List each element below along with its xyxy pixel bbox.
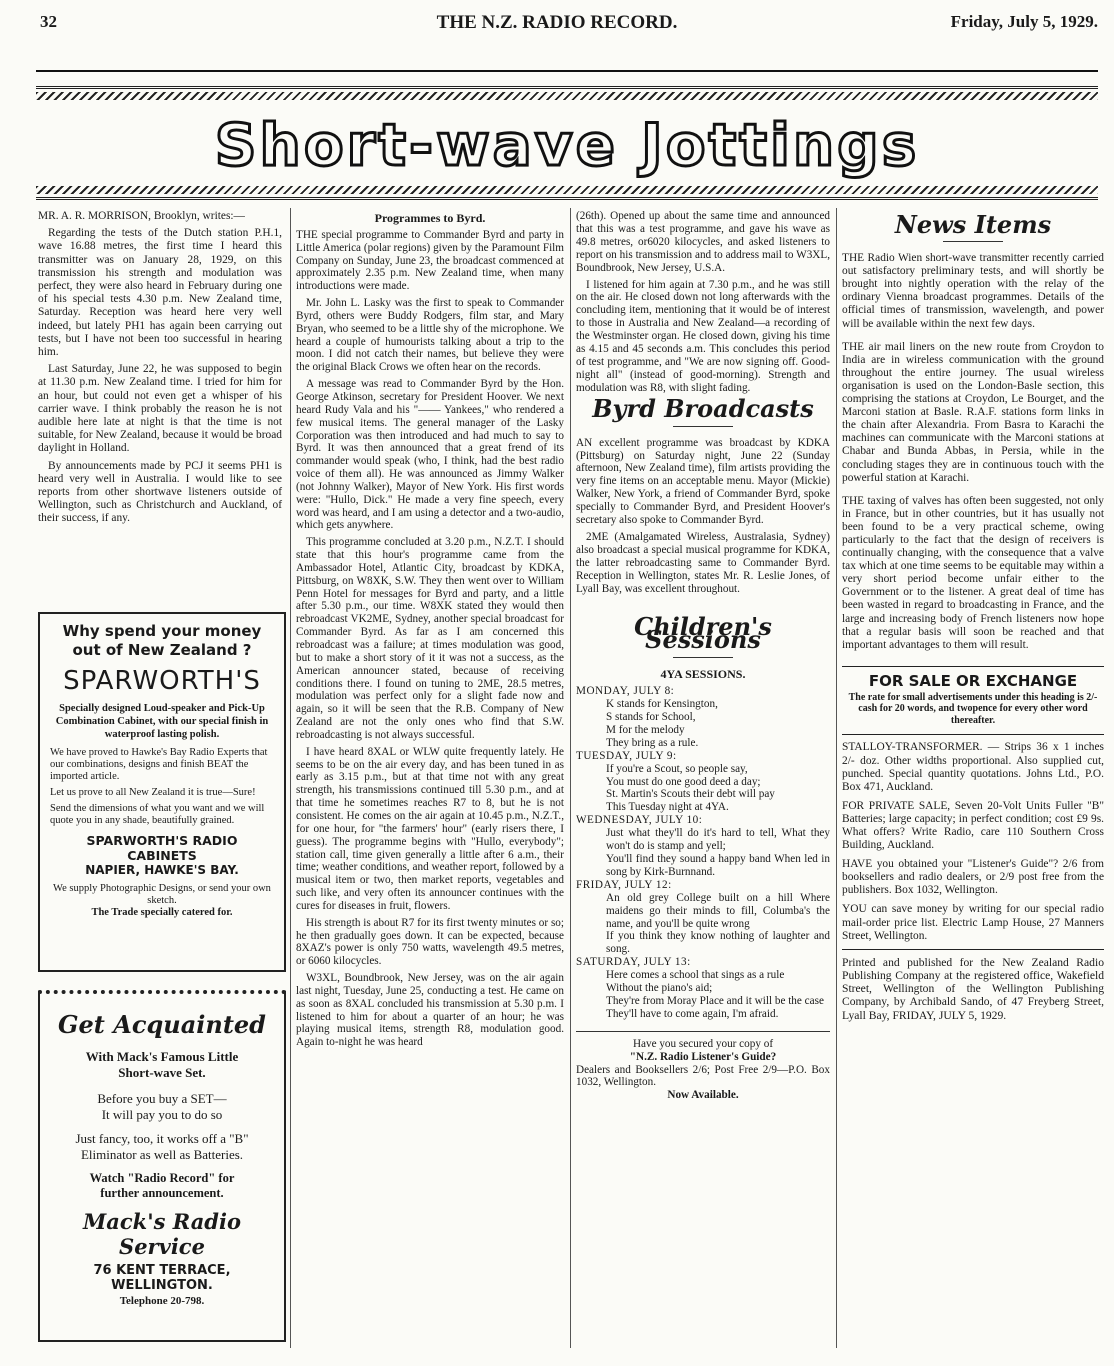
ad-text: further announcement. — [100, 1186, 224, 1200]
article-paragraph: Mr. John L. Lasky was the first to speak to Commander Byrd, others were Buddy Rodgers, film star, and Mary Bryan, who seemed to be a little shy of the microphone. We heard a couple of humourists talking about a trip to the moon. I did not catch their names, but believe they were the original Black Crows we often hear on the records. — [296, 297, 564, 374]
ad-text: With Mack's Famous Little — [85, 1049, 239, 1064]
article-paragraph: THE air mail liners on the new route from Croydon to India are in wireless communication with the ground throughout the entire journey. The usual wireless organisation is used on the London-Basle section, this comprising the stations at Croydon, Le Bourget, and the Marconi station at Basle. R.A.F. stations form links in the chain after Alexandria. From Basra to Karachi the machines can communicate with the Marconi stations at Chabar and Bunda Abbas, in Persia, while in the concluding stages they are in continuous touch with the powerful station at Karachi. — [842, 340, 1104, 484]
column-divider — [290, 208, 291, 1348]
session-line: You must do one good deed a day; — [606, 775, 761, 788]
banner-border-top — [36, 92, 1098, 100]
classified-ad: YOU can save money by writing for our special radio mail-order price list. Electric Lamp House, 27 Manners Street, Wellington. — [842, 903, 1104, 942]
ad-brand: SPARWORTH'S — [63, 666, 261, 696]
session-line: Here comes a school that sings as a rule — [606, 969, 785, 982]
classified-ad: HAVE you obtained your "Listener's Guide"? 2/6 from booksellers and radio dealers, or 2/9 post free from the publishers. Box 1032, Wellington. — [842, 858, 1104, 897]
section-heading-news: News Items — [894, 210, 1052, 239]
guide-text: Dealers and Booksellers 2/6; Post Free 2/9—P.O. Box 1032, Wellington. — [576, 1063, 830, 1089]
session-line: S stands for School, — [606, 711, 696, 723]
section-rule — [673, 426, 733, 427]
session-line: An old grey College built on a hill Where maidens go their minds to fill, Columba's the name, and you'll be quite wrong — [606, 891, 830, 930]
session-line: You'll find they sound a happy band When led in song by Kirk-Burnnand. — [606, 852, 830, 878]
ad-address: 76 KENT TERRACE, — [93, 1263, 231, 1278]
session-day: FRIDAY, JULY 12: — [576, 878, 672, 891]
article-paragraph: Last Saturday, June 22, he was supposed to begin at 11.30 p.m. New Zealand time. I tried for him for an hour, but could not even get a whisper of his carrier wave. I think probably the reason he is not audible here late at night is that the time is not suitable, for New Zealand, because it would be broad daylight in Holland. — [38, 363, 282, 455]
article-paragraph: This programme concluded at 3.20 p.m., N.Z.T. I should state that this hour's programme came from the Ambassador Hotel, Atlantic City, broadcast by KDKA, Pittsburg, on W8XK, S.W. They then went over to William Penn Hotel for messages for Byrd and party, and a little after 5.30 p.m., our time. W8XK stated they would then rebroadcast VK2ME, Sydney, another special broadcast for Commander Byrd. As far as I am concerned this rebroadcast was a failure; at times modulation was good, but to make a short story of it it was not a success, as the American announcer stated, because of receiving conditions there. I found on tuning to 2ME, 28.5 metres, modulation was perfect only for a slight fade now and again, so it will be seen that the R.B. Company of New Zealand are not the only ones who find that S.W. rebroadcasting is not always successful. — [296, 536, 564, 741]
session-line: M for the melody — [606, 723, 685, 736]
article-paragraph: 2ME (Amalgamated Wireless, Australasia, Sydney) also broadcast a special musical programme for KDKA, the latter rebroadcasting same to Commander Byrd. Reception in Wellington, states Mr. R. Leslie Jones, of Lyall Bay, was excellent throughout. — [576, 530, 830, 595]
sparworth-advertisement — [38, 612, 286, 972]
ad-brand: Mack's Radio Service — [83, 1209, 241, 1259]
header-rule — [36, 70, 1098, 72]
ad-text: Short-wave Set. — [118, 1065, 206, 1080]
ad-headline: Why spend your money out of New Zealand ? — [62, 622, 262, 659]
guide-notice — [576, 1031, 830, 1103]
session-line: This Tuesday night at 4YA. — [606, 801, 729, 814]
session-day: TUESDAY, JULY 9: — [576, 749, 677, 762]
classified-heading: FOR SALE OR EXCHANGE — [842, 666, 1104, 688]
section-heading-children: Children's Sessions — [634, 612, 772, 655]
ad-text: The Trade specially catered for. — [91, 907, 233, 918]
issue-date: Friday, July 5, 1929. — [950, 12, 1098, 31]
ad-headline: Get Acquainted — [58, 1010, 266, 1039]
ad-address: WELLINGTON. — [111, 1278, 213, 1293]
ad-text: We supply Photographic Designs, or send your own sketch. — [53, 883, 271, 906]
column-1 — [38, 210, 282, 530]
ad-text: Just fancy, too, it works off a "B" Eliminator as well as Batteries. — [75, 1131, 249, 1162]
session-line: K stands for Kensington, — [606, 698, 718, 711]
section-rule — [943, 241, 1003, 242]
article-paragraph: A message was read to Commander Byrd by the Hon. George Atkinson, secretary for President Hoover. We next heard Rudy Vala and his "—— Yankees," who rendered a few musical items. The general manager of the Lasky Corporation was then introduced and had much to say to Byrd. It was then announced that a great frend of its commander would speak (who, I think, had the best radio voice of them all). He was announced as Jimmy Walker (not Johnny Walker), Mayor of New York. His first words were: "Hullo, Dick." He made a very fine speech, every word was heard, and I am using a detector and a two-audio, which gets anywhere. — [296, 378, 564, 532]
article-paragraph: THE Radio Wien short-wave transmitter recently carried out satisfactory preliminary tests, and will shortly be brought into nightly operation with the relay of the ordinary Vienna broadcast programmes. Details of the official times of transmission, wavelength, and power will be available within the next few days. — [842, 252, 1104, 330]
session-line: If you're a Scout, so people say, — [606, 762, 748, 775]
column-3 — [576, 210, 830, 1102]
ad-text: It will pay you to do so — [101, 1107, 223, 1122]
classified-ad: FOR PRIVATE SALE, Seven 20-Volt Units Fuller "B" Batteries; large capacity; in perfect condition; cost £9 9s. What offers? Write Radio, care 110 Southern Cross Building, Auckland. — [842, 799, 1104, 852]
ad-description: Specially designed Loud-speaker and Pick-Up Combination Cabinet, with our special finish in waterproof lasting polish. — [55, 703, 269, 740]
ad-text: Before you buy a SET— — [97, 1091, 227, 1106]
ad-address: NAPIER, HAWKE'S BAY. — [85, 863, 239, 877]
article-paragraph: THE taxing of valves has often been suggested, not only in France, but in other countries, but it has usually not been found to be a very practical scheme, owing particularly to the fact that the design of receivers is continually changing, with the consequence that a valve tax which at one time seems to be equitable may within a very short period become unfair either to the Government or to the listener. A great deal of time has been wasted in regard to broadcasting in France, and the large and increasing body of French listeners now hope that a regular basis will soon be reached and that important advantages to them will result. — [842, 494, 1104, 651]
article-paragraph: I have heard 8XAL or WLW quite frequently lately. He seems to be on the air every day, and has been tuned in as early as 3.15 p.m., but at that time not with any great strength, his transmissions continued till 5.30 p.m., and at that time he sometimes reaches R7 to 8, but he is not consistent. He comes on the air again at 10.45 p.m., N.Z.T., for one hour, for "the farmers' hour" (early risers there, I guess). The programme begins with "Hullo, everybody"; station call, time given generally a little after 6 a.m., their time; weather conditions, and weather report, followed by a musical item or two, then market reports, vegetables and such like, and very often its announcer continues with the cures for diseases in fruit, flowers. — [296, 745, 564, 912]
column-2 — [296, 210, 564, 1053]
session-day: SATURDAY, JULY 13: — [576, 956, 691, 969]
publication-title: THE N.Z. RADIO RECORD. — [436, 12, 678, 33]
ad-text: Let us prove to all New Zealand it is true—Sure! — [50, 787, 256, 798]
ad-text: Watch "Radio Record" for — [89, 1171, 235, 1185]
article-paragraph: THE special programme to Commander Byrd and party in Little America (polar regions) given by the Paramount Film Company on Sunday, June 23, the broadcast commenced at approximately 2.35 p.m. New Zealand time, when many introductions were made. — [296, 228, 564, 293]
session-line: If you think they know nothing of laughter and song. — [606, 930, 830, 956]
section-heading-byrd: Byrd Broadcasts — [592, 393, 814, 423]
article-paragraph: W3XL, Boundbrook, New Jersey, was on the air again last night, Tuesday, June 25, conducting a test. He came on as soon as 8XAL concluded his transmission at 5.30 p.m. I listened to him for about a quarter of an hour; he was playing musical items, strength R8, modulation good. Again to-night he was heard — [296, 972, 564, 1049]
column-4 — [842, 210, 1104, 1022]
session-line: They bring as a rule. — [606, 736, 699, 749]
ad-text: Send the dimensions of what you want and we will quote you in any shade, beautifully grained. — [50, 803, 265, 826]
session-line: St. Martin's Scouts their debt will pay — [606, 788, 775, 801]
column-divider — [570, 208, 571, 1348]
article-paragraph: By announcements made by PCJ it seems PH1 is heard very well in Australia. I would like to see reports from other shortwave listeners outside of Wellington, such as Christchurch and Auckland, of their success, if any. — [38, 459, 282, 525]
banner-title: Short-wave Jottings — [214, 111, 920, 179]
guide-availability: Now Available. — [667, 1089, 739, 1102]
classified-list — [842, 734, 1104, 942]
ad-company: SPARWORTH'S RADIO CABINETS — [86, 833, 238, 863]
session-line: They'll have to come again, I'm afraid. — [606, 1007, 779, 1020]
letter-intro: MR. A. R. MORRISON, Brooklyn, writes:— — [38, 210, 245, 222]
classified-rate: The rate for small advertisements under this heading is 2/- cash for 20 words, and twopence for every other word thereafter. — [848, 691, 1098, 726]
page-number: 32 — [40, 12, 57, 31]
session-day: WEDNESDAY, JULY 10: — [576, 814, 703, 827]
session-day: MONDAY, JULY 8: — [576, 685, 675, 698]
sessions-heading: 4YA SESSIONS. — [660, 667, 746, 682]
session-line: They're from Moray Place and it will be the case — [606, 994, 824, 1007]
guide-question: Have you secured your copy of — [632, 1037, 774, 1050]
session-line: Without the piano's aid; — [606, 982, 713, 995]
ad-text: We have proved to Hawke's Bay Radio Experts that our combinations, designs and finish BEAT the imported article. — [50, 747, 268, 782]
article-paragraph: (26th). Opened up about the same time and announced that this was a test programme, and gave his wave as 49.8 metres, or6020 kilocycles, and asked listeners to report on his transmission and to address mail to W3XL, Boundbrook, New Jersey, U.S.A. — [576, 210, 830, 274]
article-paragraph: AN excellent programme was broadcast by KDKA (Pittsburg) on Saturday night, June 22 (Sunday afternoon, New Zealand time), film artists providing the very fine items on an acceptable menu. Mayor (Mickie) Walker, New York, a friend of Commander Byrd, spoke specially to Commander Byrd, and President Hoover's secretary also spoke to Commander Byrd. — [576, 436, 830, 527]
section-subheading: Programmes to Byrd. — [374, 211, 486, 225]
mack-advertisement — [38, 990, 286, 1342]
ad-phone: Telephone 20-798. — [119, 1295, 205, 1307]
classified-ad: STALLOY-TRANSFORMER. — Strips 36 x 1 inches 2/- doz. Other widths proportional. Also supplied cut, punched. Special quantity quotations. Johns Ltd., P.O. Box 471, Auckland. — [842, 741, 1104, 793]
guide-title: "N.Z. Radio Listener's Guide? — [629, 1050, 777, 1063]
banner-border-bottom — [36, 186, 1098, 194]
session-line: Just what they'll do it's hard to tell, What they won't do is stamp and yell; — [606, 827, 830, 853]
article-paragraph: His strength is about R7 for its first twenty minutes or so; he then gradually goes down. It can be expected, because 8XAZ's power is only 750 watts, wavelength 49.5 metres, or 6060 kilocycles. — [296, 916, 564, 968]
article-paragraph: Regarding the tests of the Dutch station P.H.1, wave 16.88 metres, the first time I heard this transmitter was on January 28, 1929, on this transmission his strength and modulation was perfect, they were also heard in February during one of his special tests 4.30 p.m. New Zealand time, Saturday. Reception was heard here very well indeed, but lately PH1 has again been carrying out tests, but I have not been too successful in hearing him. — [38, 227, 282, 359]
title-banner — [36, 86, 1098, 200]
printer-imprint: Printed and published for the New Zealand Radio Publishing Company at the registered office, Wakefield Street, Wellington of the Wellington Publishing Company, by Archibald Sando, of 47 Freyberg Street, Lyall Bay, FRIDAY, JULY 5, 1929. — [842, 949, 1104, 1022]
section-rule — [673, 657, 733, 658]
article-paragraph: I listened for him again at 7.30 p.m., and he was still on the air. He closed down not long afterwards with the concluding item, mentioning that it would be of interest to those in Australia and New Zealand—a recording of the Westminster organ. He closed down, giving his time as 4.15 and 45 seconds a.m. This concludes this period of test programme, and "We are now signing off. Good-night all" (instead of good-morning). Strength and modulation was R8, with slight fading. — [576, 278, 830, 394]
column-divider — [836, 208, 837, 1348]
